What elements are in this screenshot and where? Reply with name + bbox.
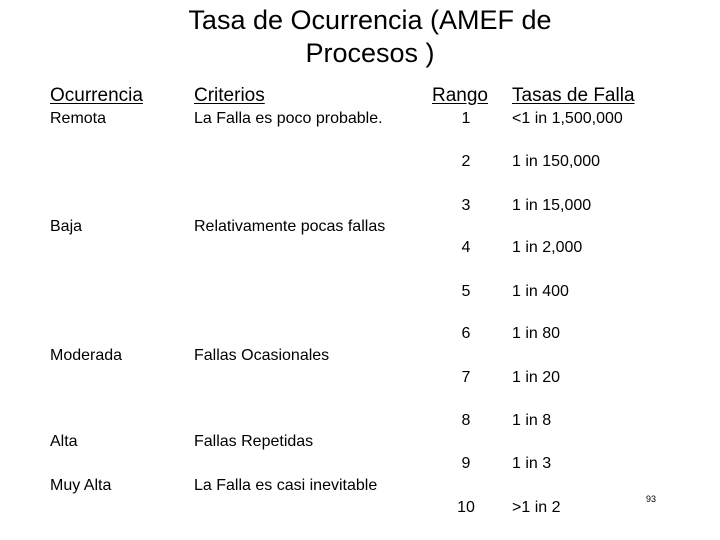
header-rango: Rango — [432, 85, 488, 106]
criterio-moderada: Fallas Ocasionales — [194, 347, 330, 364]
rango-cell: 6 — [461, 325, 471, 342]
tasa-cell: 1 in 20 — [512, 369, 561, 386]
tasa-cell: 1 in 3 — [512, 455, 552, 472]
rango-cell: 9 — [461, 455, 471, 472]
rango-cell: 3 — [461, 197, 471, 214]
page-title-line-2: Procesos ) — [305, 38, 435, 68]
criterio-baja: Relativamente pocas fallas — [194, 218, 386, 235]
tasa-cell: 1 in 15,000 — [512, 197, 592, 214]
header-tasas-de-falla: Tasas de Falla — [512, 85, 635, 106]
rango-cell: 5 — [461, 283, 471, 300]
tasa-cell: <1 in 1,500,000 — [512, 110, 623, 127]
rango-cell: 8 — [461, 412, 471, 429]
rango-cell: 1 — [461, 110, 471, 127]
rango-cell: 7 — [461, 369, 471, 386]
tasa-cell: 1 in 8 — [512, 412, 552, 429]
ocurrencia-muy-alta: Muy Alta — [50, 477, 112, 494]
tasa-cell: 1 in 2,000 — [512, 239, 583, 256]
ocurrencia-alta: Alta — [50, 433, 78, 450]
criterio-remota: La Falla es poco probable. — [194, 110, 383, 127]
page-title-line-1: Tasa de Ocurrencia (AMEF de — [188, 5, 552, 35]
tasa-cell: 1 in 400 — [512, 283, 569, 300]
tasa-cell: 1 in 150,000 — [512, 153, 601, 170]
tasa-cell: >1 in 2 — [512, 499, 561, 516]
header-criterios: Criterios — [194, 85, 265, 106]
ocurrencia-moderada: Moderada — [50, 347, 123, 364]
rango-cell: 4 — [461, 239, 471, 256]
rango-cell: 2 — [461, 153, 471, 170]
ocurrencia-remota: Remota — [50, 110, 107, 127]
criterio-alta: Fallas Repetidas — [194, 433, 314, 450]
page-number: 93 — [646, 494, 657, 504]
criterio-muy-alta: La Falla es casi inevitable — [194, 477, 378, 494]
tasa-cell: 1 in 80 — [512, 325, 561, 342]
ocurrencia-baja: Baja — [50, 218, 83, 235]
header-ocurrencia: Ocurrencia — [50, 85, 143, 106]
rango-cell: 10 — [457, 499, 475, 516]
